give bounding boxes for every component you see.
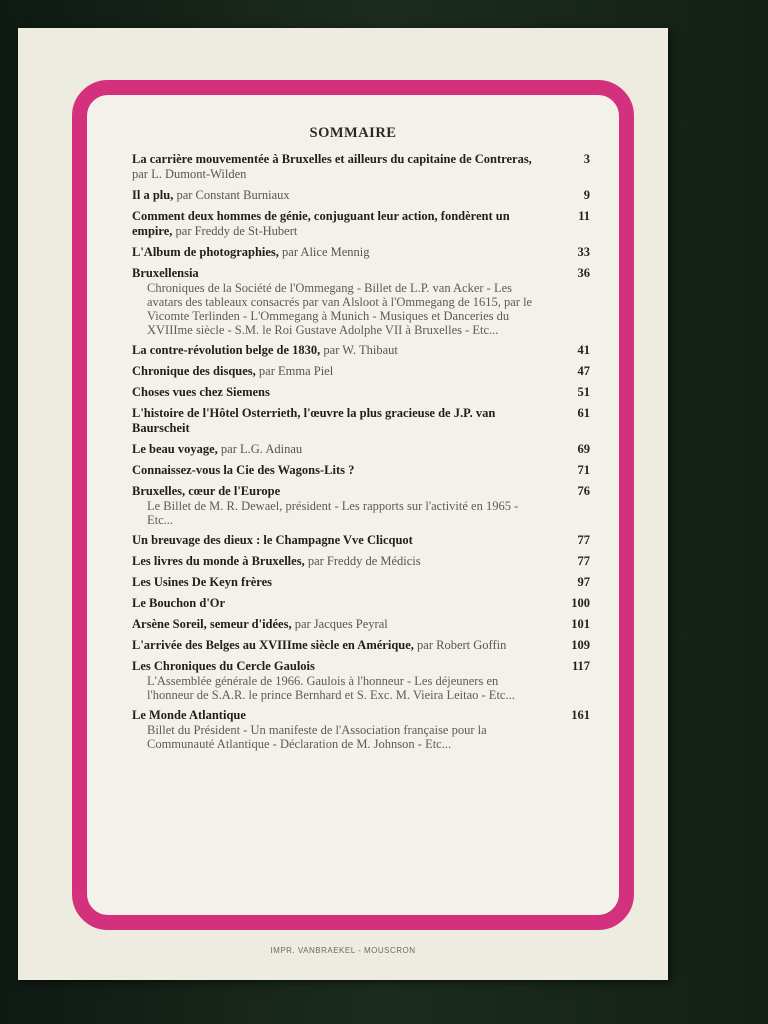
- toc-entry: [132, 533, 590, 548]
- page-number: 11: [578, 209, 590, 223]
- entry-subtitle: Chroniques de la Société de l'Ommegang - Billet de L.P. van Acker - Les avatars des tableaux consacrés par van Alsloot à l'Ommegang de 1615, par le Vicomte Terlinden - L'Ommegang à Munich - Musiques et Danceries du XVIIIme siècle - S.M. le Roi Gustave Adolphe VII à Bruxelles - Etc...: [147, 281, 533, 337]
- entry-subtitle: Le Billet de M. R. Dewael, président - Les rapports sur l'activité en 1965 - Etc...: [147, 499, 519, 527]
- entry-author: par L.G. Adinau: [220, 442, 303, 456]
- entry-title: Arsène Soreil, semeur d'idées,: [132, 617, 292, 631]
- page-number: 69: [577, 442, 590, 456]
- entry-title: Choses vues chez Siemens: [132, 385, 270, 399]
- booklet-page: [18, 28, 668, 980]
- page-number: 36: [577, 266, 590, 280]
- entry-author: par Constant Burniaux: [176, 188, 290, 202]
- page-number: 51: [577, 385, 590, 399]
- page-number: 77: [577, 533, 590, 547]
- toc-entry: [132, 245, 590, 260]
- page-number: 41: [577, 343, 590, 357]
- page-number: 9: [583, 188, 590, 202]
- page-number: 33: [577, 245, 590, 259]
- entry-title: L'histoire de l'Hôtel Osterrieth, l'œuvre la plus gracieuse de J.P. van Baurscheit: [132, 406, 496, 435]
- page-number: 109: [571, 638, 590, 652]
- entry-title: Les Chroniques du Cercle Gaulois: [132, 659, 315, 673]
- page-number: 77: [577, 554, 590, 568]
- toc-entry: [132, 484, 590, 527]
- toc-entry: [132, 617, 590, 632]
- entry-title: Il a plu,: [132, 188, 174, 202]
- page-number: 76: [577, 484, 590, 498]
- toc-entry: [132, 188, 590, 203]
- entry-title: Connaissez-vous la Cie des Wagons-Lits ?: [132, 463, 355, 477]
- toc-heading: SOMMAIRE: [309, 125, 397, 141]
- page-number: 47: [577, 364, 590, 378]
- page-number: 71: [577, 463, 590, 477]
- entry-author: par Emma Piel: [258, 364, 334, 378]
- entry-title: L'Album de photographies,: [132, 245, 279, 259]
- toc-entry: [132, 575, 590, 590]
- entry-title: La carrière mouvementée à Bruxelles et ailleurs du capitaine de Contreras,: [132, 152, 532, 166]
- toc-entry: [132, 152, 590, 182]
- entry-title: Le Bouchon d'Or: [132, 596, 226, 610]
- page-number: 117: [571, 659, 590, 673]
- entry-subtitle: Billet du Président - Un manifeste de l'Association française pour la Communauté Atlantique - Déclaration de M. Johnson - Etc...: [147, 723, 487, 751]
- toc-entry: [132, 266, 590, 337]
- entry-author: par L. Dumont-Wilden: [132, 167, 247, 181]
- entry-title: L'arrivée des Belges au XVIIIme siècle en Amérique,: [132, 638, 414, 652]
- entry-title: Le beau voyage,: [132, 442, 218, 456]
- entry-author: par W. Thibaut: [323, 343, 398, 357]
- toc-entry: [132, 659, 590, 702]
- entry-title: Bruxelles, cœur de l'Europe: [132, 484, 281, 498]
- page-number: 101: [571, 617, 590, 631]
- entry-title: Bruxellensia: [132, 266, 199, 280]
- page-number: 100: [571, 596, 590, 610]
- toc-entry: [132, 364, 590, 379]
- entry-author: par Alice Mennig: [282, 245, 370, 259]
- entry-title: Les Usines De Keyn frères: [132, 575, 273, 589]
- page-number: 61: [577, 406, 590, 420]
- entry-author: par Freddy de Médicis: [307, 554, 421, 568]
- toc-entry: [132, 554, 590, 569]
- entry-title: Le Monde Atlantique: [132, 708, 246, 722]
- toc-entry: [132, 343, 590, 358]
- page-number: 97: [577, 575, 590, 589]
- entry-author: par Robert Goffin: [417, 638, 507, 652]
- entry-author: par Jacques Peyral: [294, 617, 388, 631]
- entry-subtitle: L'Assemblée générale de 1966. Gaulois à l'honneur - Les déjeuners en l'honneur de S.A.R. le prince Bernhard et S. Exc. M. Vieira Leitao - Etc...: [147, 674, 515, 702]
- toc-entry: [132, 209, 590, 239]
- entry-title: Comment deux hommes de génie, conjuguant leur action, fondèrent un empire,: [132, 209, 510, 238]
- toc-entry: [132, 638, 590, 653]
- entry-title: La contre-révolution belge de 1830,: [132, 343, 321, 357]
- page-number: 3: [583, 152, 590, 166]
- entry-title: Un breuvage des dieux : le Champagne Vve Clicquot: [132, 533, 413, 547]
- entry-title: Chronique des disques,: [132, 364, 256, 378]
- entry-author: par Freddy de St-Hubert: [175, 224, 298, 238]
- toc-entry: [132, 596, 590, 611]
- toc-entry: [132, 708, 590, 751]
- pink-frame: [72, 80, 634, 930]
- toc-entry: [132, 406, 590, 436]
- page-number: 161: [571, 708, 590, 722]
- printer-imprint: IMPR. VANBRAEKEL - MOUSCRON: [270, 946, 416, 955]
- table-of-contents: [132, 152, 590, 757]
- toc-entry: [132, 442, 590, 457]
- toc-entry: [132, 385, 590, 400]
- toc-entry: [132, 463, 590, 478]
- entry-title: Les livres du monde à Bruxelles,: [132, 554, 305, 568]
